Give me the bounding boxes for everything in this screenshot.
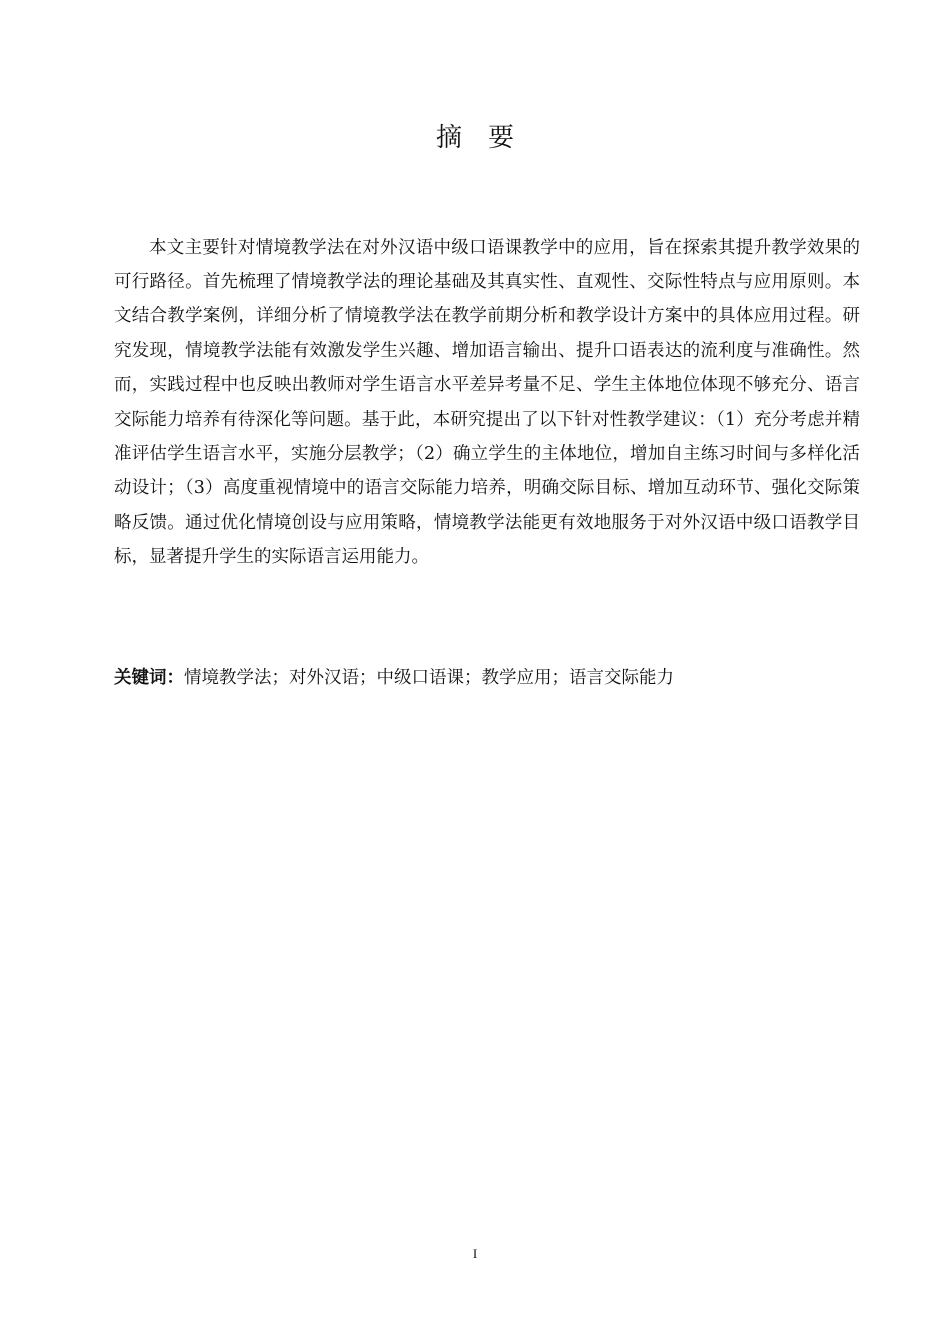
abstract-title [0,118,950,158]
keywords-label: 关键词： [114,668,184,688]
title-char-right: 要 [488,123,515,153]
keywords-text: 情境教学法；对外汉语；中级口语课；教学应用；语言交际能力 [184,668,674,688]
abstract-paragraph: 本文主要针对情境教学法在对外汉语中级口语课教学中的应用，旨在探索其提升教学效果的可行路径。首先梳理了情境教学法的理论基础及其真实性、直观性、交际性特点与应用原则。本文结合教学案例，详细分析了情境教学法在教学前期分析和教学设计方案中的具体应用过程。研究发现，情境教学法能有效激发学生兴趣、增加语言输出、提升口语表达的流利度与准确性。然而，实践过程中也反映出教师对学生语言水平差异考量不足、学生主体地位体现不够充分、语言交际能力培养有待深化等问题。基于此，本研究提出了以下针对性教学建议：（1）充分考虑并精准评估学生语言水平，实施分层教学；（2）确立学生的主体地位，增加自主练习时间与多样化活动设计；（3）高度重视情境中的语言交际能力培养，明确交际目标、增加互动环节、强化交际策略反馈。通过优化情境创设与应用策略，情境教学法能更有效地服务于对外汉语中级口语教学目标，显著提升学生的实际语言运用能力。 [114,237,860,568]
page-number: I [472,1246,478,1261]
title-char-left: 摘 [435,123,462,153]
keywords-line [114,663,860,693]
